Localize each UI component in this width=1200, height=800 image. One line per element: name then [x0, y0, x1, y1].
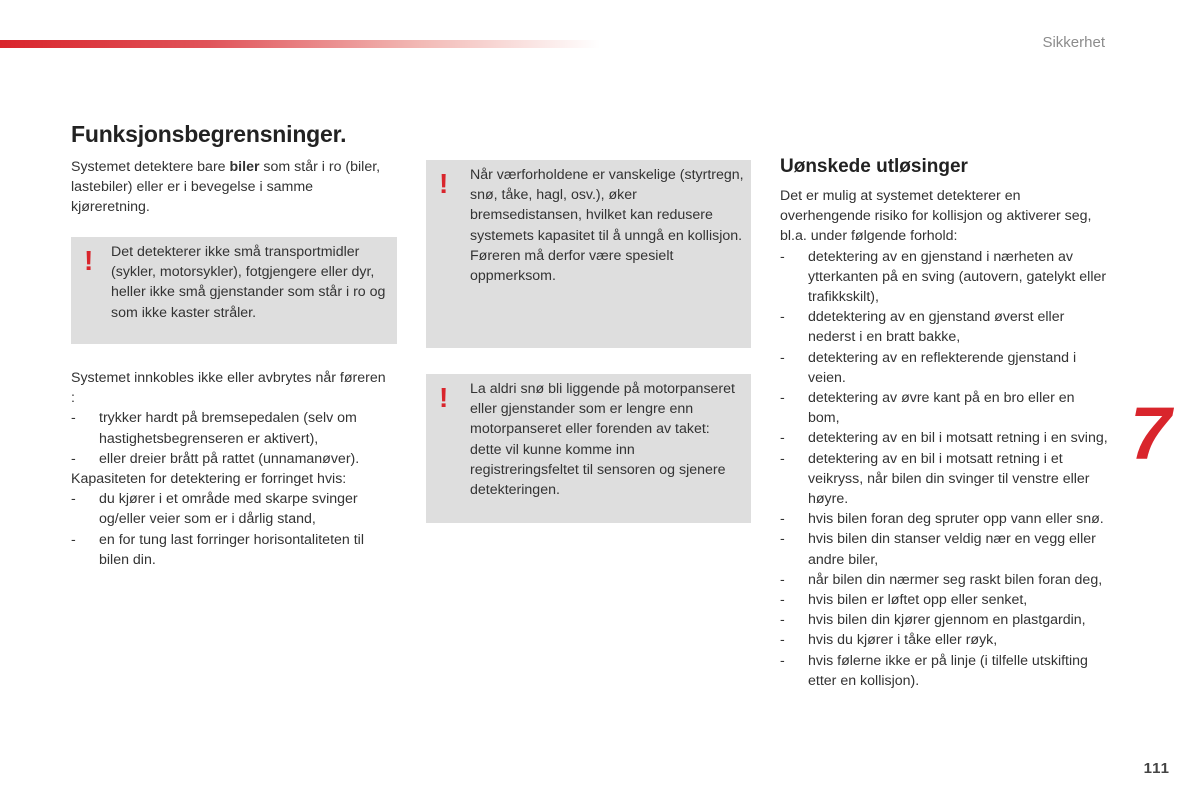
list-item: - en for tung last forringer horisontaliteten til bilen din. — [71, 530, 393, 570]
page-number: 111 — [1143, 760, 1170, 777]
chapter-number: 7 — [1130, 392, 1172, 475]
warning-icon: ! — [439, 382, 449, 413]
list-item: - detektering av en bil i motsatt retning i et veikryss, når bilen din svinger til venstre eller høyre. — [780, 449, 1110, 510]
intro-text-after: som står i ro (biler, lastebiler) eller er i bevegelse i samme kjøreretning. — [71, 159, 381, 216]
weather-attention-text: Føreren må derfor være spesielt oppmerksom. — [470, 247, 674, 285]
list-item: - hvis følerne ikke er på linje (i tilfelle utskifting etter en kollisjon). — [780, 651, 1110, 691]
list-item: - hvis du kjører i tåke eller røyk, — [780, 630, 1110, 650]
list-item: - eller dreier brått på rattet (unnamanøver). — [71, 449, 393, 469]
intro-text-before: Systemet detektere bare — [71, 159, 230, 175]
warning-box-snow — [426, 374, 751, 523]
section-name: Sikkerhet — [1042, 34, 1105, 51]
list-item: - hvis bilen foran deg spruter opp vann eller snø. — [780, 509, 1110, 529]
left-intro — [71, 157, 391, 218]
activation-list — [71, 408, 393, 469]
capacity-list — [71, 489, 393, 570]
list-item: - hvis bilen din stanser veldig nær en vegg eller andre biler, — [780, 529, 1110, 569]
page-title: Funksjonsbegrensninger. — [71, 121, 347, 147]
weather-warning-text: Når værforholdene er vanskelige (styrtregn, snø, tåke, hagl, osv.), øker bremsedistansen, hvilket kan redusere systemets kapasitet til å unngå en kollisjon. — [470, 167, 744, 244]
list-item: - ddetektering av en gjenstand øverst eller nederst i en bratt bakke, — [780, 307, 1110, 347]
list-item: - detektering av øvre kant på en bro eller en bom, — [780, 388, 1110, 428]
section-subtitle: Uønskede utløsinger — [780, 156, 968, 177]
unwanted-triggers-list — [780, 247, 1110, 691]
capacity-intro: Kapasiteten for detektering er forringet hvis: — [71, 471, 347, 488]
intro-paragraph — [71, 157, 391, 218]
list-item: - detektering av en bil i motsatt retning i en sving, — [780, 428, 1110, 448]
warning-icon: ! — [84, 245, 94, 276]
warning-box-left — [71, 237, 397, 344]
right-content — [780, 186, 1110, 691]
list-item: - detektering av en reflekterende gjenstand i veien. — [780, 348, 1110, 388]
unwanted-triggers-intro: Det er mulig at systemet detekterer en overhengende risiko for kollisjon og aktiverer seg, bl.a. under følgende forhold: — [780, 188, 1092, 245]
list-item: - trykker hardt på bremsepedalen (selv om hastighetsbegrenseren er aktivert), — [71, 408, 393, 448]
snow-warning-text: La aldri snø bli liggende på motorpanseret eller gjenstander som er lengre enn motorpanseret eller forenden av taket: dette vil kunne komme inn registreringsfeltet til sensoren og sjenere detekteringen. — [470, 381, 735, 499]
warning-icon: ! — [439, 168, 449, 199]
list-item: - hvis bilen er løftet opp eller senket, — [780, 590, 1110, 610]
list-item: - når bilen din nærmer seg raskt bilen foran deg, — [780, 570, 1110, 590]
list-item: - du kjører i et område med skarpe svinger og/eller veier som er i dårlig stand, — [71, 489, 393, 529]
list-item: - hvis bilen din kjører gjennom en plastgardin, — [780, 610, 1110, 630]
intro-bold-text: biler — [229, 159, 260, 175]
warning-box-weather — [426, 160, 751, 348]
left-conditions — [71, 368, 393, 570]
activation-intro: Systemet innkobles ikke eller avbrytes når føreren : — [71, 370, 386, 407]
header-accent-bar — [0, 40, 600, 48]
list-item: - detektering av en gjenstand i nærheten av ytterkanten på en sving (autovern, gatelykt eller trafikkskilt), — [780, 247, 1110, 308]
warning-text: Det detekterer ikke små transportmidler (sykler, motorsykler), fotgjengere eller dyr, heller ikke små gjenstander som står i ro og som ikke kaster stråler. — [111, 244, 386, 321]
